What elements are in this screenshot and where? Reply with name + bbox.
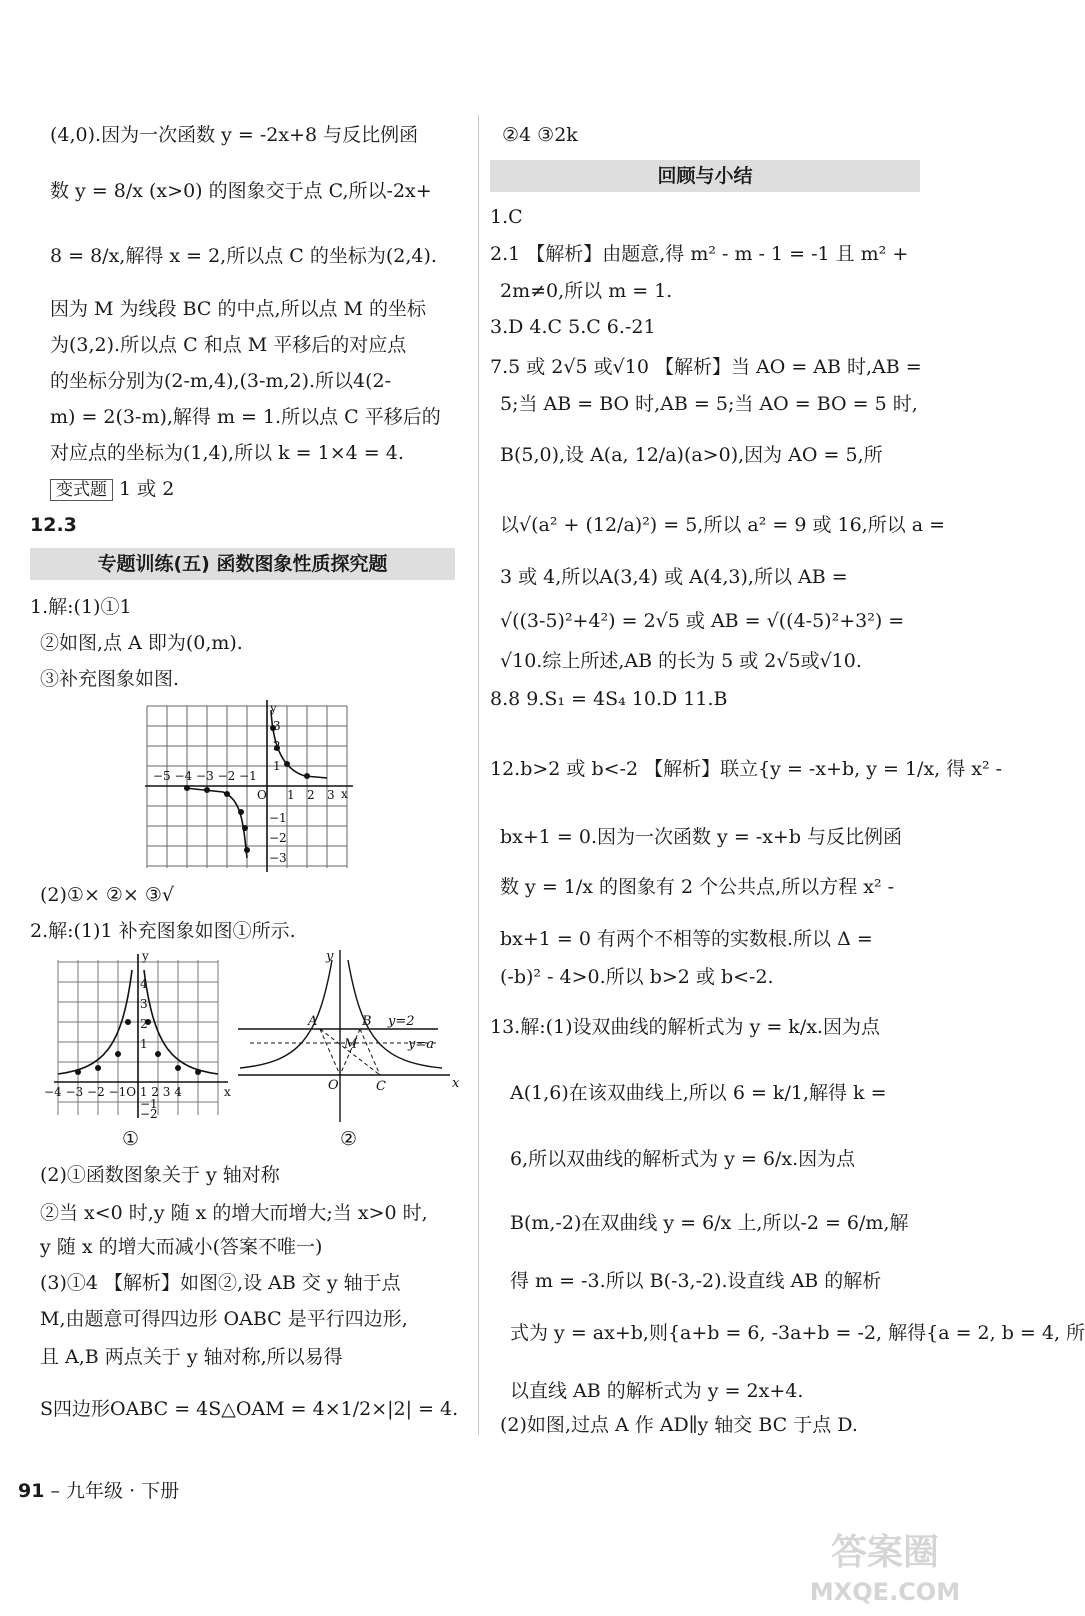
variant-answer: 1 或 2 [119,478,175,500]
text-line: (3)①4 【解析】如图②,设 AB 交 y 轴于点 [40,1272,401,1294]
text-line: 6,所以双曲线的解析式为 y = 6/x.因为点 [510,1148,856,1170]
text-line: 3.D 4.C 5.C 6.-21 [490,316,656,338]
svg-text:1: 1 [140,1037,148,1051]
text-line: 因为 M 为线段 BC 的中点,所以点 M 的坐标 [50,298,427,320]
text-line: 为(3,2).所以点 C 和点 M 平移后的对应点 [50,334,407,356]
svg-text:MXQE.COM: MXQE.COM [809,1578,961,1606]
page-number: 91 [18,1480,45,1502]
variant-label: 变式题 [50,479,113,501]
column-divider [478,115,479,1435]
text-line: M,由题意可得四边形 OABC 是平行四边形, [40,1308,408,1330]
text-line: √((3-5)²+4²) = 2√5 或 AB = √((4-5)²+3²) = [500,610,905,632]
text-line: ②4 ③2k [502,124,578,146]
text-line: ③补充图象如图. [40,668,180,690]
text-line: ②如图,点 A 即为(0,m). [40,632,243,654]
graph-figure-q1 [145,700,355,875]
text-line: 13.解:(1)设双曲线的解析式为 y = k/x.因为点 [490,1016,880,1038]
svg-text:−2: −2 [140,1107,158,1121]
text-line: 数 y = 8/x (x>0) 的图象交于点 C,所以-2x+ [50,180,432,202]
svg-text:−5 −4 −3 −2 −1: −5 −4 −3 −2 −1 [153,769,257,783]
svg-text:y=a: y=a [408,1037,434,1052]
text-line: 2.1 【解析】由题意,得 m² - m - 1 = -1 且 m² + [490,243,909,265]
svg-text:2: 2 [273,739,281,753]
watermark-logo [800,1520,970,1610]
grade-label: 九年级 · 下册 [66,1480,180,1502]
text-line: (4,0).因为一次函数 y = -2x+8 与反比例函 [50,124,419,146]
question-12: 12.3 [30,514,77,536]
svg-text:3: 3 [140,997,148,1011]
svg-text:A: A [308,1014,318,1029]
text-line: ②当 x<0 时,y 随 x 的增大而增大;当 x>0 时, [40,1202,428,1224]
graph-figure-2 [238,950,468,1125]
text-line: 1.解:(1)①1 [30,596,132,618]
svg-text:2: 2 [140,1017,148,1031]
svg-text:x: x [341,787,348,801]
svg-text:1: 1 [273,759,281,773]
text-line: 3 或 4,所以A(3,4) 或 A(4,3),所以 AB = [500,566,848,588]
text-line: bx+1 = 0 有两个不相等的实数根.所以 Δ = [500,928,873,950]
svg-text:2: 2 [307,788,315,802]
text-line: S四边形OABC = 4S△OAM = 4×1/2×|2| = 4. [40,1398,459,1420]
text-line: 7.5 或 2√5 或√10 【解析】当 AO = AB 时,AB = [490,356,922,378]
text-line: m) = 2(3-m),解得 m = 1.所以点 C 平移后的 [50,406,441,428]
text-line: 8.8 9.S₁ = 4S₄ 10.D 11.B [490,688,728,710]
text-line: (2)①× ②× ③√ [40,884,175,906]
figure-caption: ② [340,1128,358,1150]
text-line: 式为 y = ax+b,则{a+b = 6, -3a+b = -2, 解得{a = 2, b = 4, 所 [510,1322,1085,1344]
svg-text:y: y [326,949,334,964]
graph-figure-1 [42,950,232,1120]
text-line: 以直线 AB 的解析式为 y = 2x+4. [510,1380,804,1402]
text-line: bx+1 = 0.因为一次函数 y = -x+b 与反比例函 [500,826,903,848]
svg-text:答案圈: 答案圈 [830,1532,940,1573]
svg-text:O: O [328,1078,339,1093]
text-line: 8 = 8/x,解得 x = 2,所以点 C 的坐标为(2,4). [50,245,437,267]
section-title: 专题训练(五) 函数图象性质探究题 [30,548,455,580]
svg-text:x: x [224,1085,231,1099]
page-footer: 91 – 九年级 · 下册 [18,1480,180,1502]
text-line: B(5,0),设 A(a, 12/a)(a>0),因为 AO = 5,所 [500,444,883,466]
text-line: A(1,6)在该双曲线上,所以 6 = k/1,解得 k = [510,1082,887,1104]
text-line: 1.C [490,206,523,228]
text-line: 且 A,B 两点关于 y 轴对称,所以易得 [40,1346,343,1368]
section-title: 回顾与小结 [490,160,920,192]
text-line: (2)①函数图象关于 y 轴对称 [40,1164,280,1186]
svg-text:−2: −2 [269,831,287,845]
svg-text:3: 3 [327,788,335,802]
svg-text:C: C [376,1079,386,1094]
text-line: 的坐标分别为(2-m,4),(3-m,2).所以4(2- [50,370,392,392]
svg-text:B: B [362,1014,372,1029]
text-line: 得 m = -3.所以 B(-3,-2).设直线 AB 的解析 [510,1270,882,1292]
svg-text:M: M [344,1037,358,1052]
svg-text:y=2: y=2 [388,1014,415,1029]
svg-text:y: y [142,949,149,963]
figure-caption: ① [122,1128,140,1150]
svg-text:−4 −3 −2 −1O 1 2 3 4: −4 −3 −2 −1O 1 2 3 4 [44,1085,182,1099]
text-line: B(m,-2)在双曲线 y = 6/x 上,所以-2 = 6/m,解 [510,1212,909,1234]
text-line: 以√(a² + (12/a)²) = 5,所以 a² = 9 或 16,所以 a = [500,514,946,536]
text-line: √10.综上所述,AB 的长为 5 或 2√5或√10. [500,650,862,672]
text-line: 12.b>2 或 b<-2 【解析】联立{y = -x+b, y = 1/x, 得 x² - [490,758,1003,780]
svg-text:O: O [257,788,267,802]
text-line: 对应点的坐标为(1,4),所以 k = 1×4 = 4. [50,442,404,464]
variant-row [50,478,174,501]
svg-text:−1: −1 [269,811,287,825]
svg-text:3: 3 [273,719,281,733]
svg-text:y: y [270,701,277,715]
text-line: 5;当 AB = BO 时,AB = 5;当 AO = BO = 5 时, [500,393,918,415]
text-line: 2m≠0,所以 m = 1. [500,280,673,302]
svg-text:x: x [452,1076,460,1091]
text-line: 2.解:(1)1 补充图象如图①所示. [30,920,296,942]
text-line: y 随 x 的增大而减小(答案不唯一) [40,1236,323,1258]
svg-text:−1: −1 [140,1097,158,1111]
text-line: 数 y = 1/x 的图象有 2 个公共点,所以方程 x² - [500,876,895,898]
svg-text:−3: −3 [269,851,287,865]
text-line: (-b)² - 4>0.所以 b>2 或 b<-2. [500,966,774,988]
svg-text:1: 1 [287,788,295,802]
text-line: (2)如图,过点 A 作 AD∥y 轴交 BC 于点 D. [500,1414,858,1436]
svg-text:4: 4 [140,977,148,991]
